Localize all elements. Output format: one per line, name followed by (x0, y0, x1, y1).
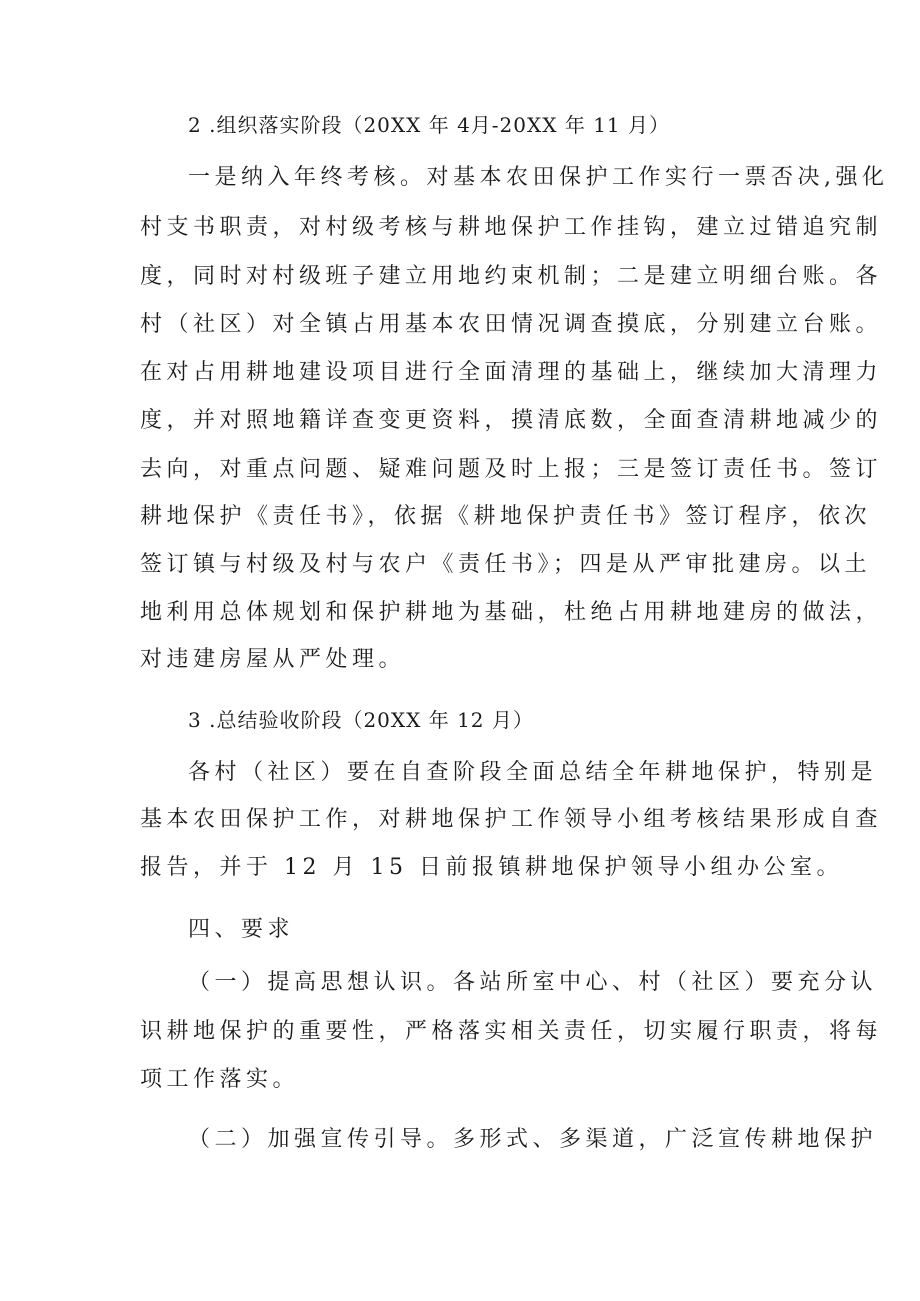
paragraph-line: 村支书职责，对村级考核与耕地保护工作挂钩，建立过错追究制 (140, 215, 883, 240)
paragraph-line: 对违建房屋从严处理。 (140, 647, 406, 672)
paragraph-line: 识耕地保护的重要性，严格落实相关责任，切实履行职责，将每 (140, 1019, 883, 1044)
section-2-title: 2 .组织落实阶段（20XX 年 4月-20XX 年 11 月） (188, 113, 671, 137)
paragraph-line: 耕地保护《责任书》，依据《耕地保护责任书》签订程序，依次 (140, 504, 872, 529)
paragraph-line: 地利用总体规划和保护耕地为基础，杜绝占用耕地建房的做法， (140, 600, 883, 625)
paragraph-line: 项工作落实。 (140, 1067, 300, 1092)
paragraph-line: 一是纳入年终考核。对基本农田保护工作实行一票否决,强化 (188, 165, 889, 190)
paragraph-line: 报告，并于 12 月 15 日前报镇耕地保护领导小组办公室。 (140, 855, 843, 880)
paragraph-line: （二）加强宣传引导。多形式、多渠道，广泛宣传耕地保护 (188, 1127, 878, 1152)
paragraph-line: 村（社区）对全镇占用基本农田情况调查摸底，分别建立台账。 (140, 312, 883, 337)
paragraph-line: 在对占用耕地建设项目进行全面清理的基础上，继续加大清理力 (140, 360, 883, 385)
paragraph-line: （一）提高思想认识。各站所室中心、村（社区）要充分认 (188, 970, 878, 995)
paragraph-line: 度，同时对村级班子建立用地约束机制；二是建立明细台账。各 (140, 264, 883, 289)
paragraph-line: 签订镇与村级及村与农户《责任书》；四是从严审批建房。以土 (140, 552, 872, 577)
paragraph-line: 度，并对照地籍详查变更资料，摸清底数，全面查清耕地减少的 (140, 408, 883, 433)
paragraph-line: 去向，对重点问题、疑难问题及时上报；三是签订责任书。签订 (140, 457, 883, 482)
section-3-title: 3 .总结验收阶段（20XX 年 12 月） (188, 708, 534, 732)
section-4-title: 四、要求 (188, 917, 295, 942)
paragraph-line: 基本农田保护工作，对耕地保护工作领导小组考核结果形成自查 (140, 807, 883, 832)
paragraph-line: 各村（社区）要在自查阶段全面总结全年耕地保护，特别是 (188, 760, 878, 785)
